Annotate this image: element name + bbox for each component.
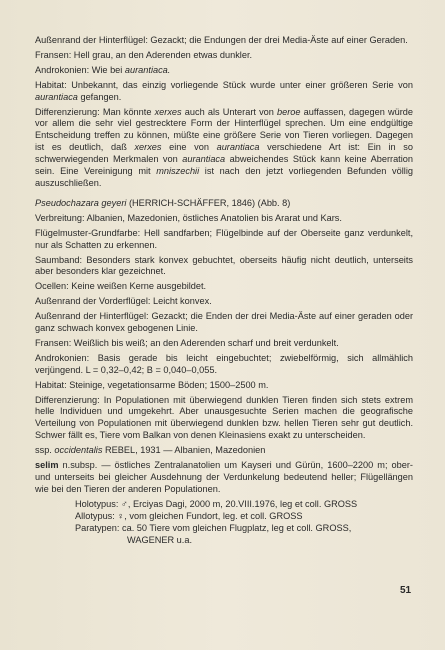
species-italic: aurantiaca — [35, 91, 78, 102]
text-span: Fransen: Hell grau, an den Aderenden etwas dunkler. — [35, 49, 253, 60]
text-span: Flügelmuster-Grundfarbe: Hell sandfarben; Flügelbinde auf der Oberseite ganz verdunkelt, nur als Schatten zu erkennen. — [35, 227, 413, 250]
text-span: auch als Unterart von — [181, 106, 278, 117]
text-span: REBEL, 1931 — Albanien, Mazedonien — [102, 445, 266, 456]
fringe-paragraph — [35, 50, 413, 62]
page-number: 51 — [400, 585, 412, 596]
text-span: eine von — [161, 142, 217, 153]
subspecies-name: selim — [35, 460, 59, 471]
text-span: Differenzierung: Man könnte — [35, 106, 155, 117]
androconia-paragraph — [35, 65, 413, 77]
text-span: Ocellen: Keine weißen Kerne ausgebildet. — [35, 281, 207, 292]
species-italic: beroe — [277, 106, 301, 117]
species-italic: aurantiaca. — [124, 64, 171, 75]
text-span: ssp. — [35, 445, 55, 456]
text-span: Habitat: Steinige, vegetationsarme Böden; 1500–2500 m. — [35, 379, 269, 390]
ocelli-paragraph — [35, 281, 413, 293]
subspecies-name: occidentalis — [54, 445, 103, 456]
text-span: WAGENER u.a. — [127, 534, 193, 545]
text-span: Habitat: Unbekannt, das einzig vorliegende Stück wurde unter einer größeren Serie von — [35, 79, 413, 90]
text-span: auffassen, dagegen würde vor allem die sehr viel gestrecktere Form der Hinterflügel sprechen. Um eine endgültige Entscheidung treffen zu können, müßte eine größere Serie von Tieren vorliegen. Dagegen ist es deutlich, daß — [35, 106, 413, 153]
species-italic: mniszechii — [156, 166, 200, 177]
subspecies-selim — [35, 460, 413, 496]
page-text — [35, 35, 413, 546]
distribution-paragraph — [35, 213, 413, 225]
species-name: Pseudochazara geyeri — [35, 197, 127, 208]
text-span: Paratypen: ca. 50 Tiere vom gleichen Flugplatz, leg et coll. GROSS, — [75, 522, 352, 533]
text-span: verschiedene Art ist: Ein in so schwerwiegenden Merkmalen von — [35, 142, 413, 165]
text-span: Androkonien: Wie bei — [35, 64, 125, 75]
ground-colour-paragraph — [35, 228, 413, 252]
text-span: Saumband: Besonders stark konvex gebuchtet, oberseits häufig nicht deutlich, unterseits aber besonders klar gezeichnet. — [35, 254, 413, 277]
differentiation-paragraph-2 — [35, 395, 413, 443]
text-span: Holotypus: ♂, Erciyas Dagi, 2000 m, 20.VIII.1976, leg et coll. GROSS — [75, 498, 358, 509]
paratype-line — [75, 523, 413, 535]
hindwing-margin-paragraph-2 — [35, 311, 413, 335]
species-italic: xerxes — [134, 142, 162, 153]
species-italic: aurantiaca — [216, 142, 260, 153]
differentiation-paragraph — [35, 107, 413, 190]
species-italic: xerxes — [154, 106, 182, 117]
text-span: gefangen. — [77, 91, 122, 102]
border-band-paragraph — [35, 255, 413, 279]
species-heading — [35, 198, 413, 210]
text-span: Außenrand der Vorderflügel: Leicht konvex. — [35, 296, 212, 307]
species-italic: aurantiaca — [182, 154, 226, 165]
text-span: Verbreitung: Albanien, Mazedonien, östliches Anatolien bis Ararat und Kars. — [35, 212, 342, 223]
forewing-margin-paragraph — [35, 296, 413, 308]
habitat-paragraph-2 — [35, 380, 413, 392]
habitat-paragraph — [35, 80, 413, 104]
type-material — [75, 499, 413, 547]
text-span: Allotypus: ♀, vom gleichen Fundort, leg. et coll. GROSS — [75, 510, 303, 521]
subspecies-occidentalis — [35, 445, 413, 457]
species-author: (HERRICH-SCHÄFFER, 1846) (Abb. 8) — [126, 197, 291, 208]
text-span: n.subsp. — östliches Zentralanatolien um Kayseri und Gürün, 1600–2200 m; ober- und unterseits bei gleicher Ausdehnung der Verdunkelung bedeutend heller; Flügellängen wie bei den Tieren der anderen Populationen. — [35, 460, 413, 494]
text-span: abweichendes Stück kann keine Aberration sein. Eine Vereinigung mit — [35, 154, 413, 177]
text-span: Differenzierung: In Populationen mit überwiegend dunklen Tieren finden sich stets extrem helle Individuen und umgekehrt. Aber unausgesuchte Serien machen die geografische Verteilung von Populationen mit überwiegend dunklen bzw. hellen Tieren sehr gut deutlich. Schwer fällt es, Tiere vom Balkan von denen Kleinasiens exakt zu unterscheiden. — [35, 394, 413, 441]
text-span: Außenrand der Hinterflügel: Gezackt; die Enden der drei Media-Äste auf einer geraden oder ganz schwach konvex gebogenen Linie. — [35, 311, 413, 334]
paratype-line-continued — [75, 535, 413, 547]
hindwing-margin-paragraph — [35, 35, 413, 47]
allotype-line — [75, 511, 413, 523]
text-span: Außenrand der Hinterflügel: Gezackt; die Endungen der drei Media-Äste auf einer Geraden. — [35, 35, 408, 45]
holotype-line — [75, 499, 413, 511]
fringe-paragraph-2 — [35, 338, 413, 350]
text-span: ist nach den jetzt vorliegenden Befunden völlig auszuschließen. — [35, 166, 413, 188]
text-span: Androkonien: Basis gerade bis leicht eingebuchtet; zwiebelförmig, sich allmählich verjüngend. L = 0,32–0,42; B = 0,040–0,055. — [35, 352, 413, 375]
androconia-paragraph-2 — [35, 353, 413, 377]
text-span: Fransen: Weißlich bis weiß; an den Aderenden scharf und breit verdunkelt. — [35, 337, 339, 348]
